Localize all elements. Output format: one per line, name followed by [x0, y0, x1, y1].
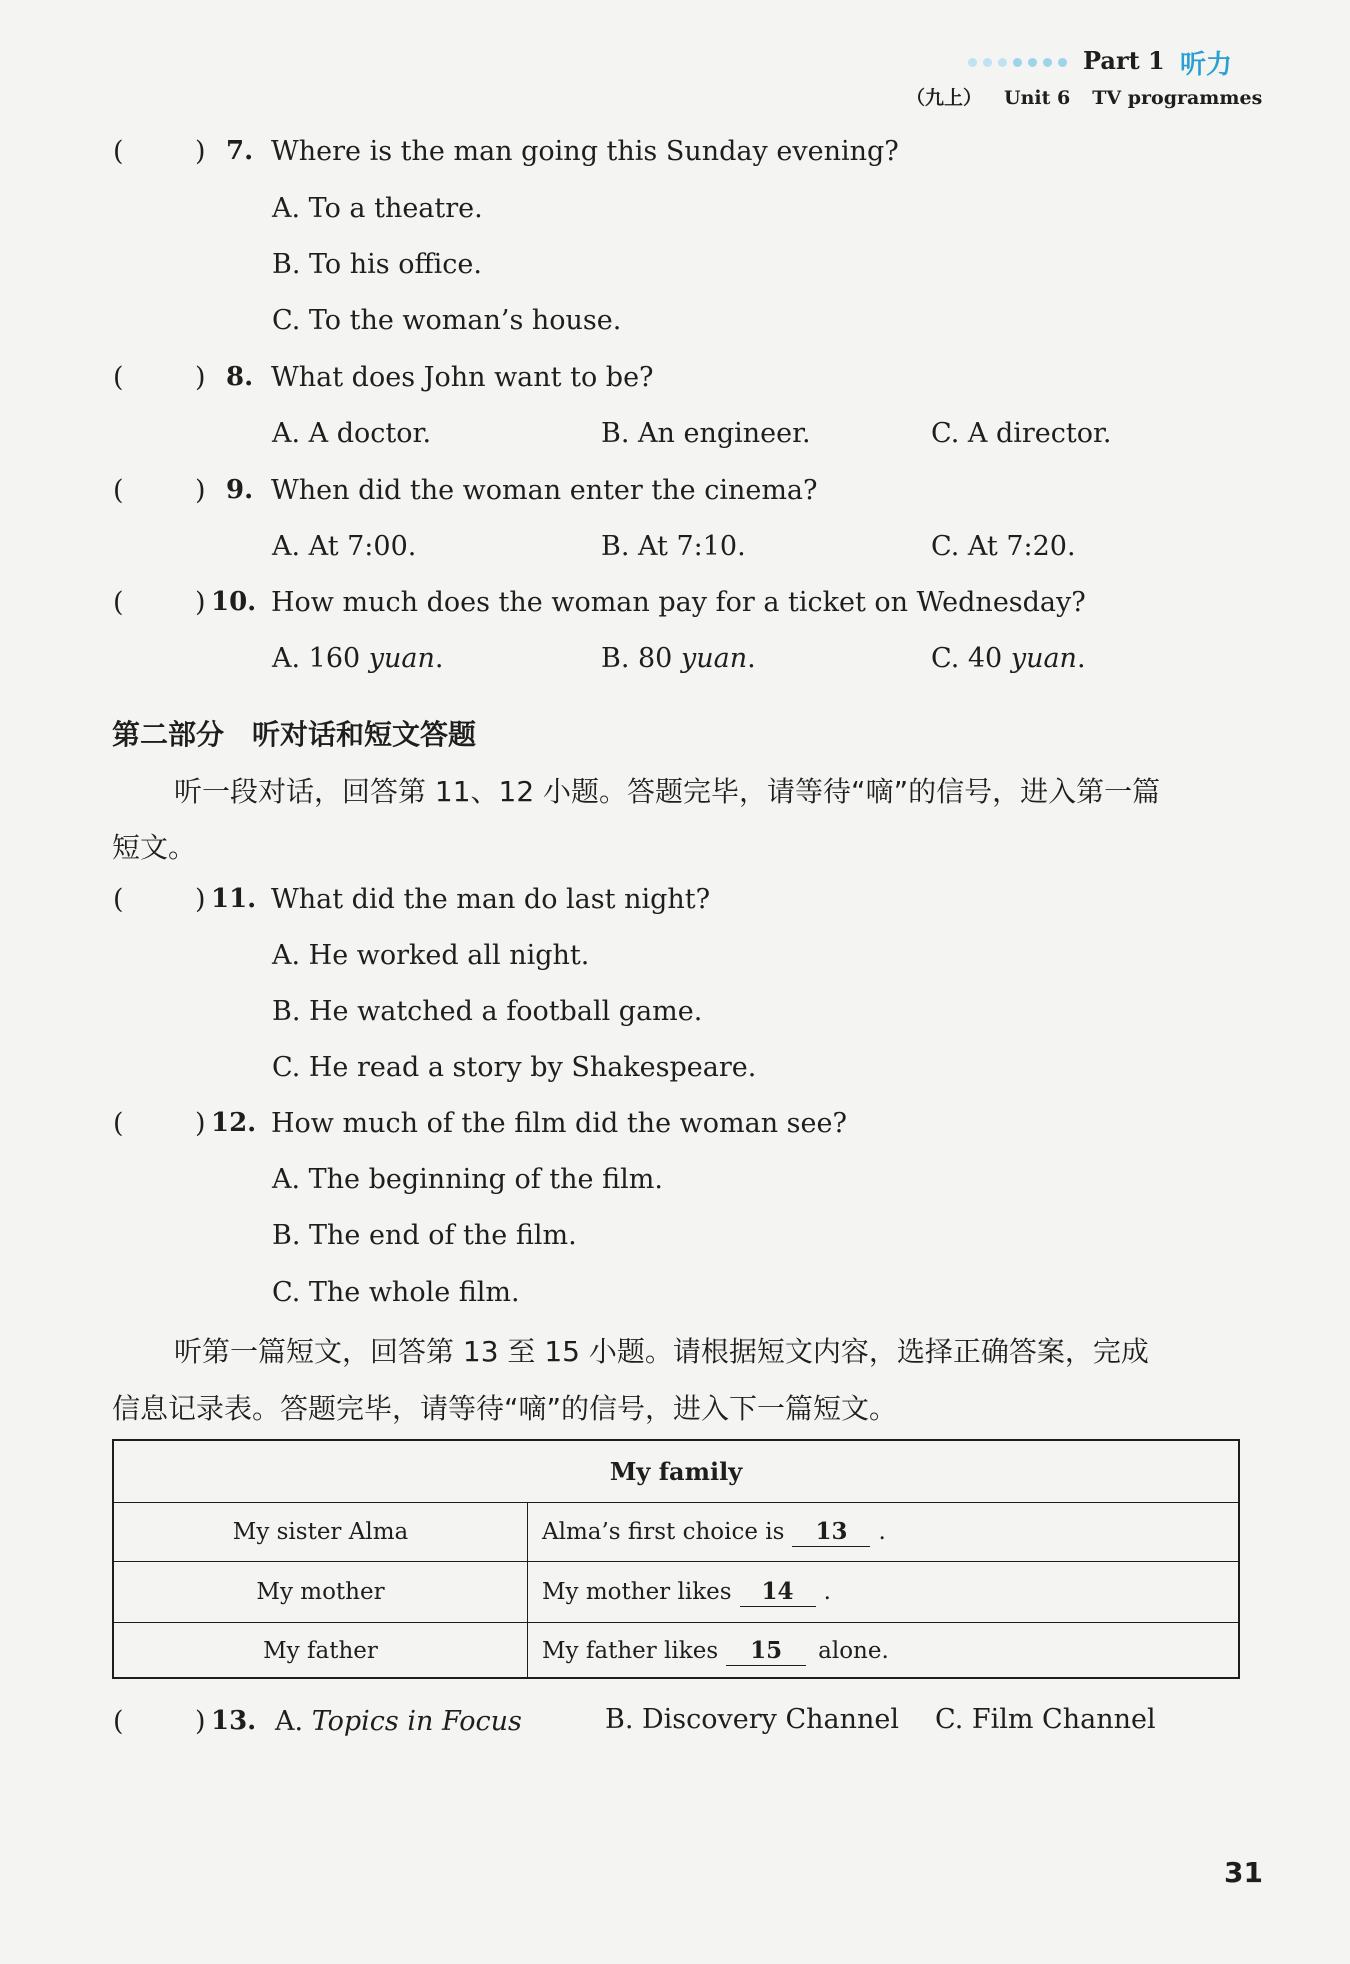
- option-8a: A. A doctor.: [272, 418, 432, 449]
- table-cell-person: My father: [114, 1623, 528, 1679]
- table-cell-info: [542, 1623, 889, 1679]
- table-info-suffix: .: [878, 1519, 886, 1545]
- question-text-11: What did the man do last night?: [271, 884, 711, 915]
- header-subtitle: [906, 83, 1262, 110]
- answer-paren-open-9: (: [113, 475, 124, 506]
- question-number-9: 9.: [226, 475, 254, 505]
- option-11a: A. He worked all night.: [272, 940, 590, 971]
- header-grade: （九上）: [906, 87, 983, 109]
- option-10c-unit: yuan: [1010, 643, 1077, 674]
- option-13b: B. Discovery Channel: [605, 1704, 900, 1735]
- info-record-table: [112, 1439, 1240, 1679]
- option-10a-period: .: [434, 643, 444, 674]
- option-7a: A. To a theatre.: [272, 193, 483, 224]
- answer-paren-open-8: (: [113, 362, 124, 393]
- answer-paren-open-13: (: [113, 1706, 124, 1737]
- answer-paren-close-12: ): [195, 1108, 206, 1139]
- question-text-9: When did the woman enter the cinema?: [271, 475, 818, 506]
- question-number-12: 12.: [211, 1108, 257, 1138]
- question-number-13: 13.: [211, 1706, 257, 1736]
- option-10a-amount: A. 160: [272, 643, 369, 674]
- header-dots-decoration: [968, 54, 1067, 70]
- header-topic: TV programmes: [1092, 87, 1263, 109]
- header-unit: Unit 6: [1004, 87, 1071, 109]
- question-text-12: How much of the film did the woman see?: [271, 1108, 847, 1139]
- option-7b: B. To his office.: [272, 249, 482, 280]
- answer-paren-close-13: ): [195, 1706, 206, 1737]
- option-7c: C. To the woman’s house.: [272, 305, 622, 336]
- table-info-suffix: .: [823, 1579, 831, 1605]
- answer-paren-close-11: ): [195, 884, 206, 915]
- option-10b-amount: B. 80: [601, 643, 681, 674]
- option-10b-period: .: [747, 643, 756, 674]
- table-cell-person: My sister Alma: [114, 1503, 528, 1561]
- option-9b: B. At 7:10.: [601, 531, 746, 562]
- table-info-text: Alma’s first choice is: [542, 1519, 785, 1545]
- header-part-cn: 听力: [1180, 50, 1233, 80]
- section-2-title: 第二部分 听对话和短文答题: [112, 718, 477, 751]
- answer-paren-open-11: (: [113, 884, 124, 915]
- option-13a-text: Topics in Focus: [311, 1706, 522, 1737]
- answer-paren-open-10: (: [113, 587, 124, 618]
- option-9c: C. At 7:20.: [931, 531, 1076, 562]
- table-info-suffix: alone.: [818, 1638, 889, 1664]
- section-2-instruction-line-1: 听一段对话，回答第 11、12 小题。答题完毕，请等待“嘀”的信号，进入第一篇: [174, 775, 1161, 808]
- table-blank-13: 13: [792, 1518, 870, 1547]
- question-text-10: How much does the woman pay for a ticket on Wednesday?: [271, 587, 1086, 618]
- option-11b: B. He watched a football game.: [272, 996, 703, 1027]
- option-10c-amount: C. 40: [931, 643, 1011, 674]
- passage-instruction-line-1: 听第一篇短文，回答第 13 至 15 小题。请根据短文内容，选择正确答案，完成: [174, 1335, 1149, 1368]
- option-13c: C. Film Channel: [935, 1704, 1156, 1735]
- header-part: Part 1: [1083, 46, 1165, 75]
- table-row: [114, 1623, 1238, 1679]
- answer-paren-open-12: (: [113, 1108, 124, 1139]
- table-title: My family: [114, 1441, 1238, 1503]
- table-info-text: My father likes: [542, 1638, 719, 1664]
- answer-paren-close-8: ): [195, 362, 206, 393]
- table-blank-14: 14: [740, 1578, 816, 1607]
- option-12b: B. The end of the film.: [272, 1220, 577, 1251]
- option-12a: A. The beginning of the film.: [272, 1164, 663, 1195]
- question-number-7: 7.: [226, 136, 254, 166]
- page-number: 31: [1224, 1856, 1263, 1889]
- option-10b: [601, 643, 756, 674]
- option-13a: [275, 1706, 522, 1737]
- question-text-8: What does John want to be?: [271, 362, 654, 393]
- section-2-instruction-line-2: 短文。: [112, 831, 197, 864]
- answer-paren-close-7: ): [195, 136, 206, 167]
- option-10a-unit: yuan: [368, 643, 435, 674]
- passage-instruction-line-2: 信息记录表。答题完毕，请等待“嘀”的信号，进入下一篇短文。: [112, 1392, 898, 1425]
- option-9a: A. At 7:00.: [272, 531, 417, 562]
- option-8b: B. An engineer.: [601, 418, 811, 449]
- option-10a: [272, 643, 444, 674]
- option-12c: C. The whole film.: [272, 1277, 520, 1308]
- option-10b-unit: yuan: [680, 643, 748, 674]
- table-row: [114, 1503, 1238, 1562]
- answer-paren-open-7: (: [113, 136, 124, 167]
- answer-paren-close-10: ): [195, 587, 206, 618]
- table-blank-15: 15: [726, 1637, 806, 1666]
- table-row: [114, 1562, 1238, 1623]
- table-cell-info: [542, 1503, 886, 1561]
- question-number-10: 10.: [211, 587, 257, 617]
- option-10c-period: .: [1076, 643, 1086, 674]
- question-number-8: 8.: [226, 362, 254, 392]
- option-13a-label: A.: [275, 1706, 304, 1737]
- question-number-11: 11.: [211, 884, 257, 914]
- answer-paren-close-9: ): [195, 475, 206, 506]
- table-cell-info: [542, 1562, 831, 1622]
- table-cell-person: My mother: [114, 1562, 528, 1622]
- table-info-text: My mother likes: [542, 1579, 732, 1605]
- option-11c: C. He read a story by Shakespeare.: [272, 1052, 757, 1083]
- question-text-7: Where is the man going this Sunday evening?: [271, 136, 899, 167]
- option-10c: [931, 643, 1086, 674]
- option-8c: C. A director.: [931, 418, 1112, 449]
